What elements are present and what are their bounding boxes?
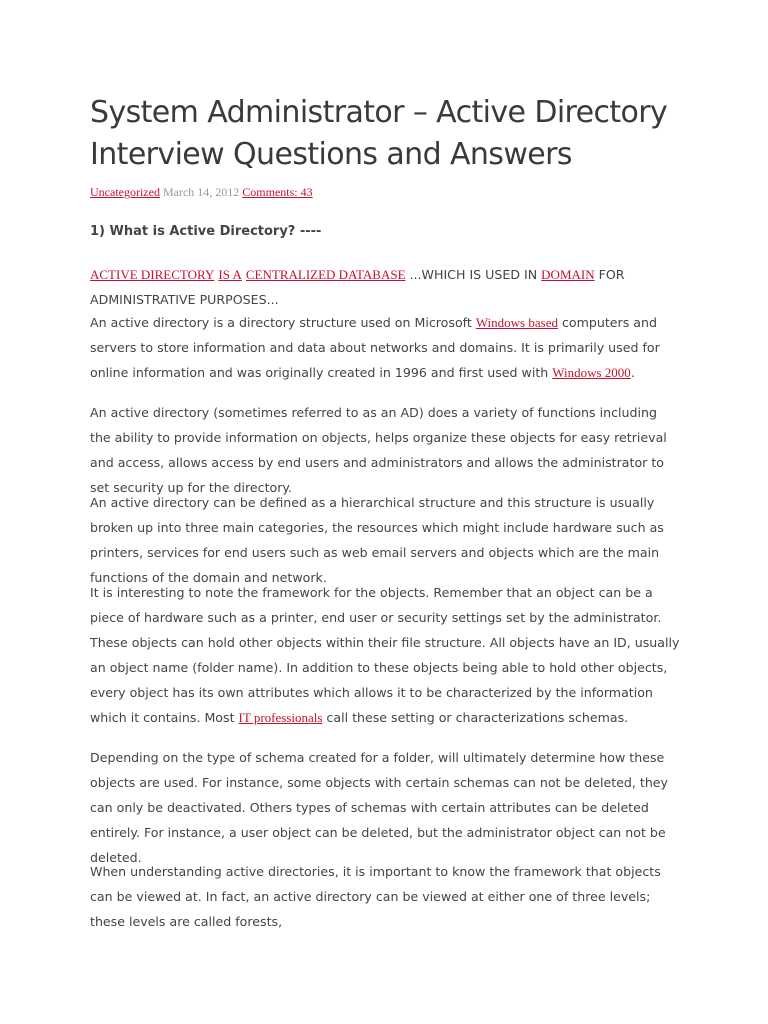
windows-based-link[interactable]: Windows based xyxy=(475,315,558,330)
is-a-link[interactable]: IS A xyxy=(218,267,242,282)
category-link[interactable]: Uncategorized xyxy=(90,185,160,199)
p1-text-c: . xyxy=(630,365,635,380)
comments-link[interactable]: Comments: 43 xyxy=(242,185,313,199)
paragraph-6: When understanding active directories, it is important to know the framework that objects can be viewed at. In fact, an active directory can be viewed at either one of three levels; these levels are called forests, xyxy=(90,864,661,929)
paragraph-4 xyxy=(90,580,680,730)
page-title: System Administrator – Active Directory Interview Questions and Answers xyxy=(90,95,668,172)
post-meta xyxy=(90,185,313,200)
caps-text-1: ...WHICH IS USED IN xyxy=(405,267,542,282)
it-professionals-link[interactable]: IT professionals xyxy=(238,710,323,725)
domain-link[interactable]: DOMAIN xyxy=(541,267,595,282)
p1-text-a: An active directory is a directory structure used on Microsoft xyxy=(90,315,476,330)
active-directory-link[interactable]: ACTIVE DIRECTORY xyxy=(90,267,215,282)
caps-text-2: FOR ADMINISTRATIVE PURPOSES... xyxy=(90,267,625,307)
windows-2000-link[interactable]: Windows 2000 xyxy=(552,365,631,380)
paragraph-3: An active directory can be defined as a hierarchical structure and this structure is usually broken up into three main categories, the resources which might include hardware such as printers, services for end users such as web email servers and objects which are the main functions of the domain and network. xyxy=(90,495,664,585)
caps-answer xyxy=(90,262,680,312)
question-heading: 1) What is Active Directory? ---- xyxy=(90,224,322,239)
p4-text-a: It is interesting to note the framework for the objects. Remember that an object can be a piece of hardware such as a printer, end user or security settings set by the administrator. These objects can hold other objects within their file structure. All objects have an ID, usually an object name (folder name). In addition to these objects being able to hold other objects, every object has its own attributes which allows it to be characterized by the information which it contains. Most xyxy=(90,585,680,725)
p4-text-b: call these setting or characterizations schemas. xyxy=(322,710,629,725)
centralized-database-link[interactable]: CENTRALIZED DATABASE xyxy=(245,267,406,282)
p1-text-b: computers and servers to store information and data about networks and domains. It is primarily used for online information and was originally created in 1996 and first used with xyxy=(90,315,660,380)
post-date: March 14, 2012 xyxy=(162,185,240,199)
paragraph-1 xyxy=(90,310,680,385)
paragraph-2: An active directory (sometimes referred to as an AD) does a variety of functions including the ability to provide information on objects, helps organize these objects for easy retrieval and access, allows access by end users and administrators and allows the administrator to set security up for the directory. xyxy=(90,405,667,495)
paragraph-5: Depending on the type of schema created for a folder, will ultimately determine how these objects are used. For instance, some objects with certain schemas can not be deleted, they can only be deactivated. Others types of schemas with certain attributes can be deleted entirely. For instance, a user object can be deleted, but the administrator object can not be deleted. xyxy=(90,750,669,865)
